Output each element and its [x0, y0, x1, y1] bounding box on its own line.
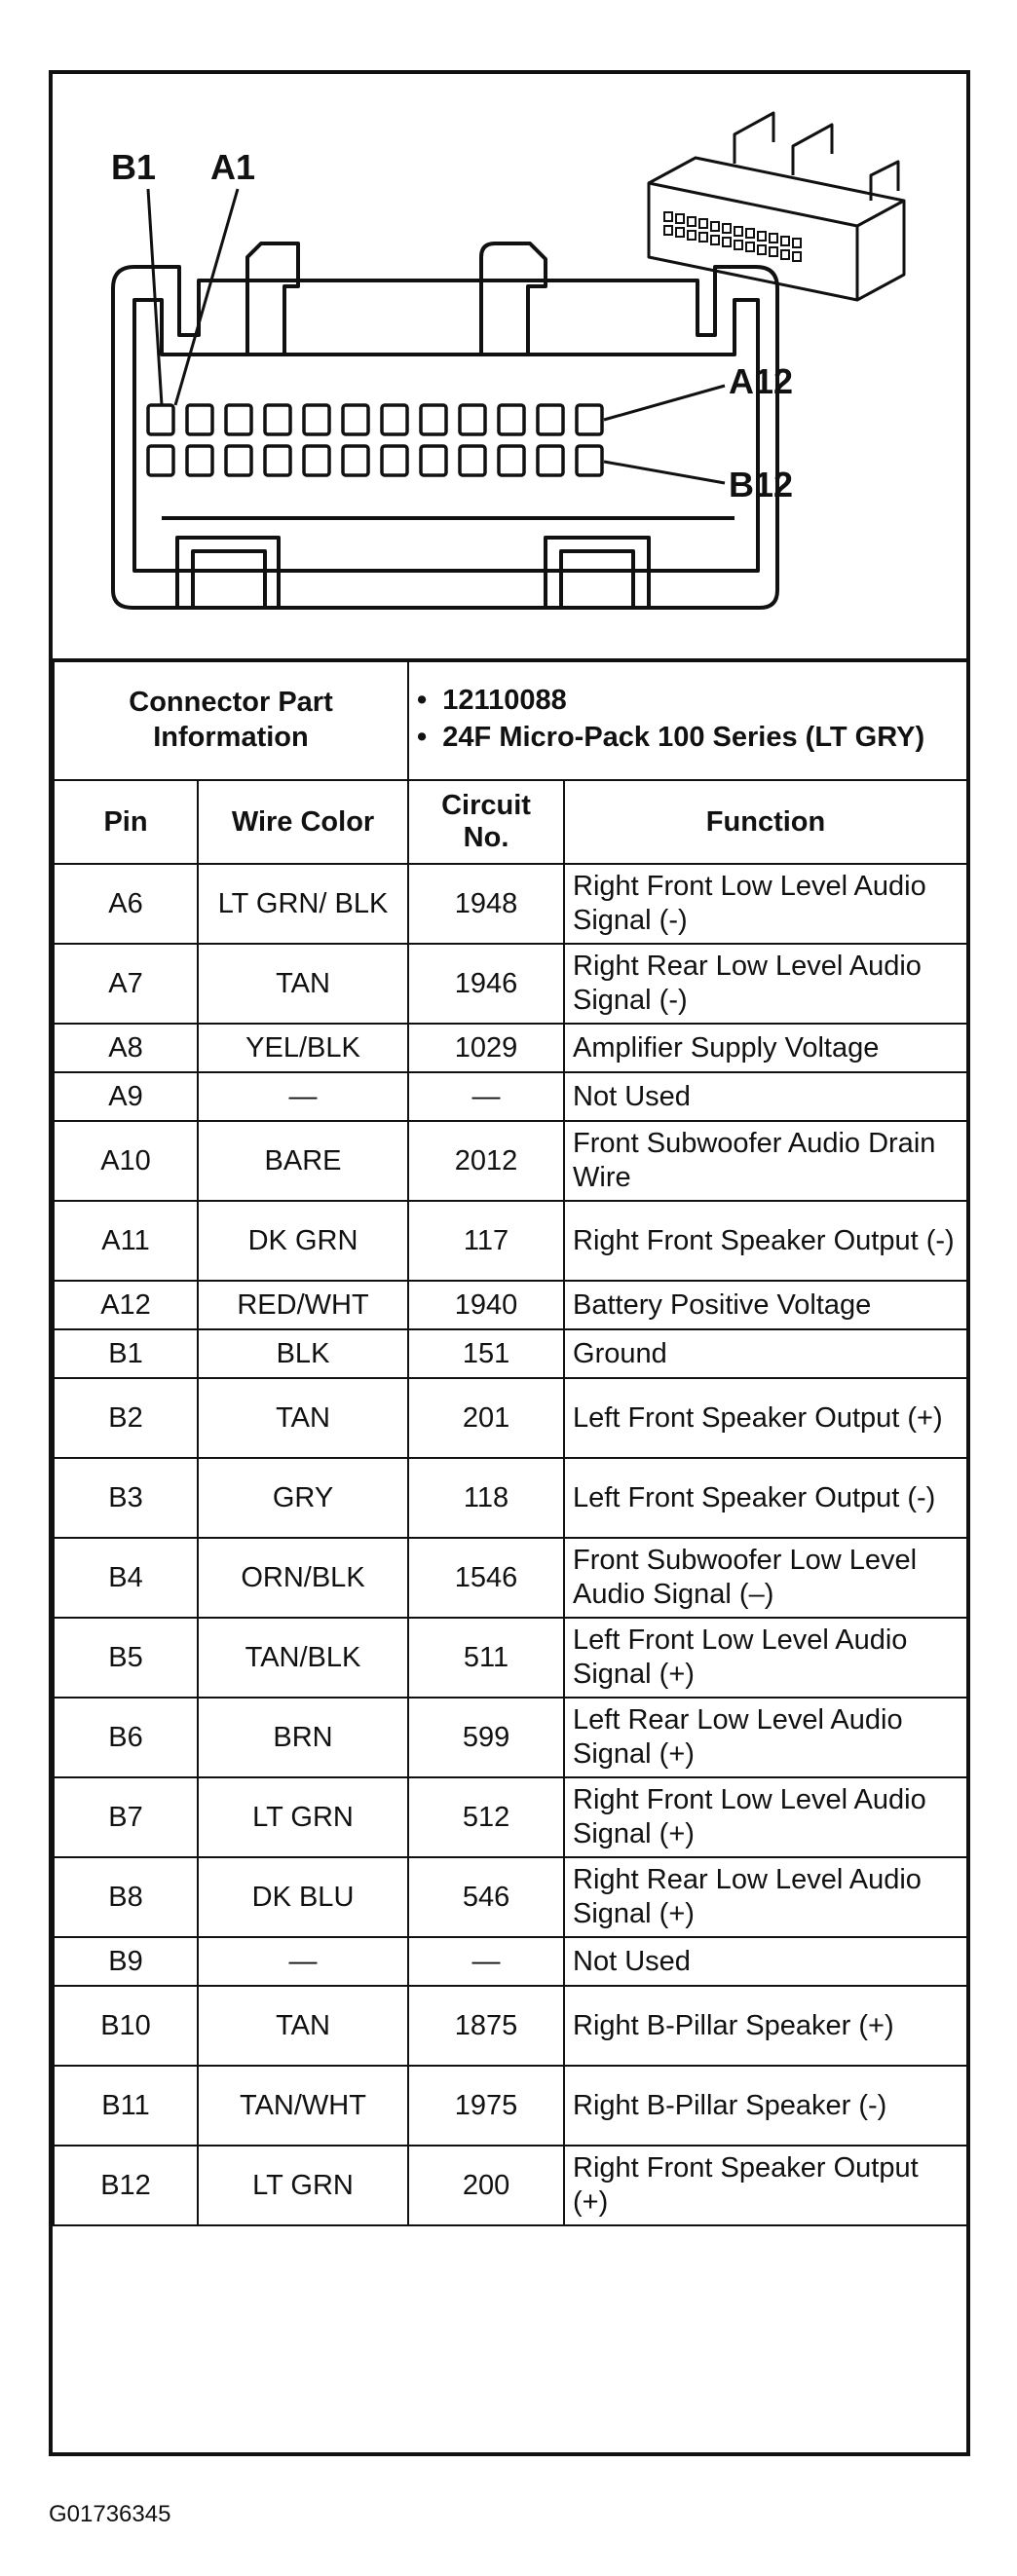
table-row: [54, 1201, 967, 1281]
table-row: [54, 944, 967, 1024]
pin-cell: A10: [54, 1121, 198, 1201]
connector-info-header: Connector Part Information: [54, 659, 408, 780]
wire-color-cell: TAN: [198, 1986, 408, 2066]
wire-color-cell: TAN/WHT: [198, 2066, 408, 2146]
function-cell: Right Rear Low Level Audio Signal (+): [564, 1857, 967, 1937]
function-cell: Amplifier Supply Voltage: [564, 1024, 967, 1072]
wire-color-cell: —: [198, 1072, 408, 1121]
table-row: [54, 864, 967, 944]
function-cell: Right B-Pillar Speaker (+): [564, 1986, 967, 2066]
circuit-cell: 511: [408, 1618, 564, 1698]
circuit-cell: 1546: [408, 1538, 564, 1618]
function-cell: Ground: [564, 1329, 967, 1378]
pin-cell: B1: [54, 1329, 198, 1378]
function-cell: Right Front Speaker Output (+): [564, 2146, 967, 2225]
pin-cell: B12: [54, 2146, 198, 2225]
pin-cell: A6: [54, 864, 198, 944]
connector-info-row: [54, 659, 967, 780]
pin-cell: B6: [54, 1698, 198, 1777]
col-circuit-no: Circuit No.: [408, 780, 564, 864]
wire-color-cell: TAN/BLK: [198, 1618, 408, 1698]
wire-color-cell: ORN/BLK: [198, 1538, 408, 1618]
circuit-cell: —: [408, 1937, 564, 1986]
table-row: [54, 1857, 967, 1937]
table-row: [54, 1121, 967, 1201]
table-row: [54, 1986, 967, 2066]
circuit-cell: 1946: [408, 944, 564, 1024]
function-cell: Not Used: [564, 1937, 967, 1986]
pin-cell: B10: [54, 1986, 198, 2066]
column-header-row: [54, 780, 967, 864]
pin-cell: A8: [54, 1024, 198, 1072]
pin-cell: A12: [54, 1281, 198, 1329]
circuit-cell: 1948: [408, 864, 564, 944]
circuit-cell: 1875: [408, 1986, 564, 2066]
table-row: [54, 1698, 967, 1777]
label-a12: A12: [729, 361, 794, 401]
circuit-cell: 599: [408, 1698, 564, 1777]
circuit-cell: 546: [408, 1857, 564, 1937]
wire-color-cell: DK BLU: [198, 1857, 408, 1937]
function-cell: Left Rear Low Level Audio Signal (+): [564, 1698, 967, 1777]
wire-color-cell: DK GRN: [198, 1201, 408, 1281]
table-row: [54, 2066, 967, 2146]
wire-color-cell: GRY: [198, 1458, 408, 1538]
circuit-cell: 512: [408, 1777, 564, 1857]
wire-color-cell: LT GRN/ BLK: [198, 864, 408, 944]
function-cell: Right Rear Low Level Audio Signal (-): [564, 944, 967, 1024]
circuit-cell: 151: [408, 1329, 564, 1378]
circuit-cell: 1029: [408, 1024, 564, 1072]
table-row: [54, 1458, 967, 1538]
circuit-cell: 118: [408, 1458, 564, 1538]
label-a1: A1: [210, 147, 256, 187]
pin-cell: B2: [54, 1378, 198, 1458]
pin-cell: A9: [54, 1072, 198, 1121]
function-cell: Right Front Low Level Audio Signal (-): [564, 864, 967, 944]
function-cell: Left Front Speaker Output (-): [564, 1458, 967, 1538]
pin-cell: B3: [54, 1458, 198, 1538]
wire-color-cell: LT GRN: [198, 1777, 408, 1857]
label-b12: B12: [729, 465, 794, 504]
connector-info-details: [408, 659, 967, 780]
table-row: [54, 1777, 967, 1857]
pin-cell: B8: [54, 1857, 198, 1937]
connector-series: • 24F Micro-Pack 100 Series (LT GRY): [417, 722, 925, 753]
table-row: [54, 2146, 967, 2225]
function-cell: Right B-Pillar Speaker (-): [564, 2066, 967, 2146]
function-cell: Right Front Low Level Audio Signal (+): [564, 1777, 967, 1857]
table-row: [54, 1618, 967, 1698]
table-row: [54, 1024, 967, 1072]
function-cell: Right Front Speaker Output (-): [564, 1201, 967, 1281]
wire-color-cell: TAN: [198, 1378, 408, 1458]
col-function: Function: [564, 780, 967, 864]
pin-cell: A11: [54, 1201, 198, 1281]
table-row: [54, 1072, 967, 1121]
pin-cell: A7: [54, 944, 198, 1024]
pin-cell: B7: [54, 1777, 198, 1857]
col-wire-color: Wire Color: [198, 780, 408, 864]
wire-color-cell: BARE: [198, 1121, 408, 1201]
circuit-cell: 201: [408, 1378, 564, 1458]
col-pin: Pin: [54, 780, 198, 864]
connector-face-svg: [53, 74, 966, 658]
circuit-cell: 1975: [408, 2066, 564, 2146]
function-cell: Front Subwoofer Audio Drain Wire: [564, 1121, 967, 1201]
function-cell: Battery Positive Voltage: [564, 1281, 967, 1329]
pinout-table: [53, 658, 968, 2226]
circuit-cell: 1940: [408, 1281, 564, 1329]
wire-color-cell: TAN: [198, 944, 408, 1024]
pin-cell: B5: [54, 1618, 198, 1698]
connector-sheet: [49, 70, 970, 2456]
part-number: • 12110088: [417, 685, 567, 717]
circuit-cell: 117: [408, 1201, 564, 1281]
wire-color-cell: LT GRN: [198, 2146, 408, 2225]
wire-color-cell: BRN: [198, 1698, 408, 1777]
table-row: [54, 1329, 967, 1378]
function-cell: Front Subwoofer Low Level Audio Signal (–): [564, 1538, 967, 1618]
circuit-cell: 2012: [408, 1121, 564, 1201]
pin-cell: B4: [54, 1538, 198, 1618]
function-cell: Left Front Low Level Audio Signal (+): [564, 1618, 967, 1698]
wire-color-cell: —: [198, 1937, 408, 1986]
label-b1: B1: [111, 147, 157, 187]
table-row: [54, 1378, 967, 1458]
wire-color-cell: YEL/BLK: [198, 1024, 408, 1072]
connector-drawing: [53, 74, 966, 662]
table-row: [54, 1937, 967, 1986]
figure-code: G01736345: [49, 2501, 171, 2527]
table-row: [54, 1281, 967, 1329]
circuit-cell: 200: [408, 2146, 564, 2225]
pin-cell: B9: [54, 1937, 198, 1986]
wire-color-cell: RED/WHT: [198, 1281, 408, 1329]
wire-color-cell: BLK: [198, 1329, 408, 1378]
function-cell: Left Front Speaker Output (+): [564, 1378, 967, 1458]
pin-cell: B11: [54, 2066, 198, 2146]
table-row: [54, 1538, 967, 1618]
function-cell: Not Used: [564, 1072, 967, 1121]
circuit-cell: —: [408, 1072, 564, 1121]
